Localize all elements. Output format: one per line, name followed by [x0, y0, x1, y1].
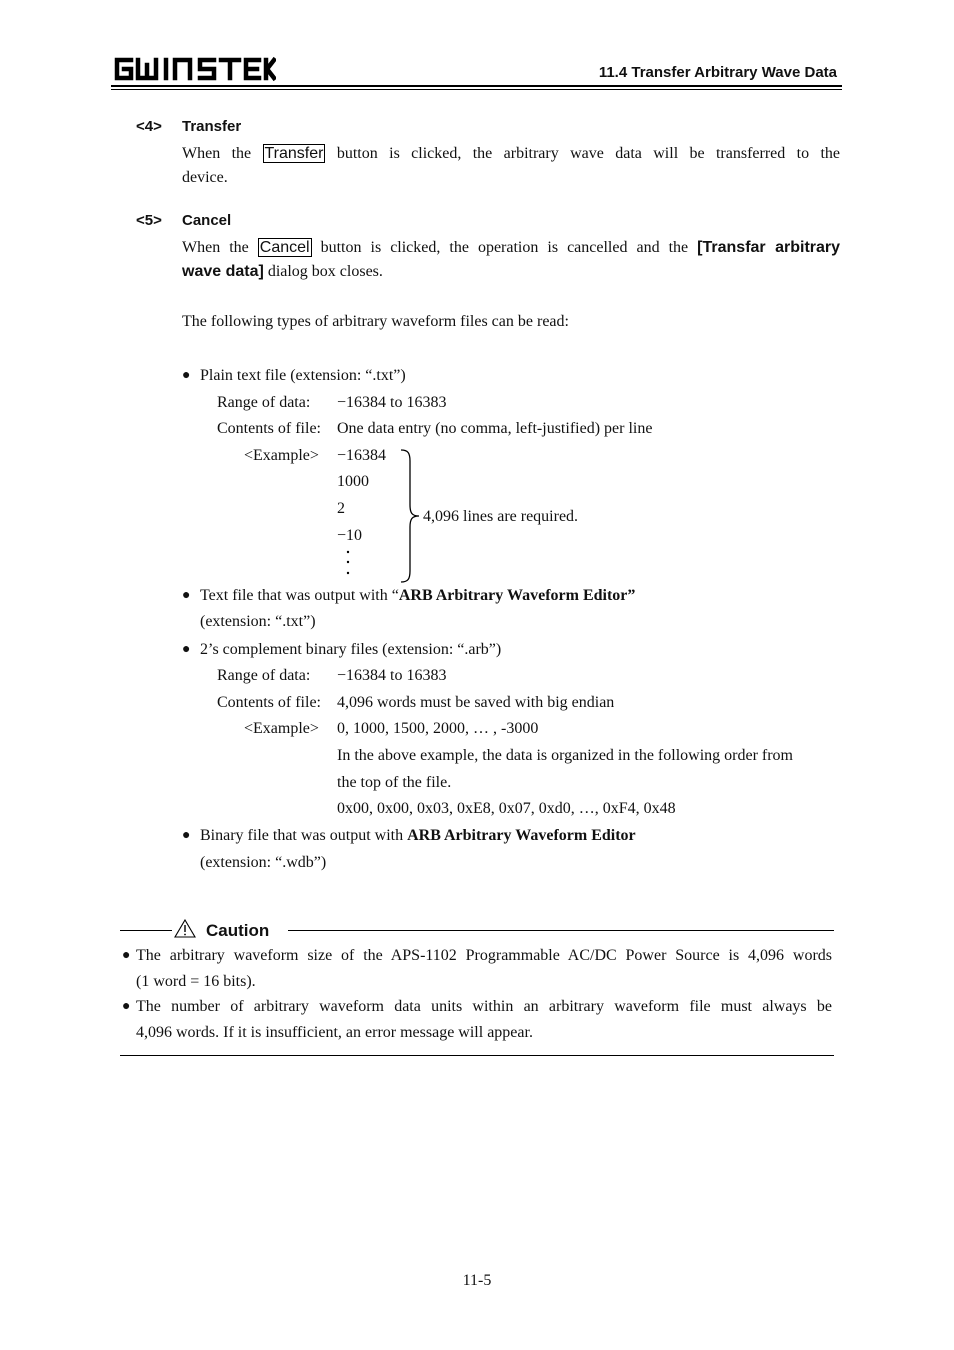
caution-rule-right [288, 930, 834, 931]
item-number: <4> [136, 118, 162, 135]
dialog-name: wave data] [182, 263, 264, 280]
page-number: 11-5 [462, 1272, 492, 1289]
bullet-icon: ● [122, 999, 131, 1014]
text: When the [182, 239, 249, 256]
byte-sequence: 0x00, 0x00, 0x03, 0xE8, 0x07, 0xd0, …, 0xF4, 0x48 [337, 800, 676, 817]
contents-label: Contents of file: [217, 694, 321, 711]
cancel-description-line1 [182, 236, 840, 260]
example-value: 0, 1000, 1500, 2000, … , -3000 [337, 720, 539, 737]
example-label: <Example> [244, 720, 319, 737]
editor-name: ARB Arbitrary Waveform Editor” [398, 587, 636, 604]
contents-value: 4,096 words must be saved with big endian [337, 694, 615, 711]
contents-label: Contents of file: [217, 420, 321, 437]
explanation-line: the top of the file. [337, 774, 452, 791]
file-extension: (extension: “.wdb”) [200, 854, 327, 871]
text: button is clicked, the operation is cancelled and the [320, 239, 689, 256]
cancel-description-line2 [182, 260, 383, 284]
range-label: Range of data: [217, 667, 311, 684]
range-value: −16384 to 16383 [337, 667, 447, 684]
caution-text-line: The number of arbitrary waveform data units within an arbitrary waveform file must always be [136, 998, 832, 1015]
example-value: 2 [337, 500, 345, 517]
section-title: 11.4 Transfer Arbitrary Wave Data [598, 64, 837, 81]
warning-icon [174, 919, 196, 938]
caution-rule-left [120, 930, 172, 931]
item-title: Transfer [182, 118, 242, 135]
caution-text-line: The arbitrary waveform size of the APS-1102 Programmable AC/DC Power Source is 4,096 words [136, 947, 832, 964]
file-type-title [200, 584, 635, 608]
editor-name: ARB Arbitrary Waveform Editor [407, 827, 636, 844]
item-title: Cancel [182, 212, 232, 229]
example-label: <Example> [244, 447, 319, 464]
brace-note: 4,096 lines are required. [423, 508, 579, 525]
cancel-button-label: Cancel [259, 239, 310, 256]
transfer-description-line2: device. [182, 169, 228, 186]
brace-icon [399, 449, 423, 583]
text: When the [182, 145, 252, 162]
caution-text-line: (1 word = 16 bits). [136, 973, 256, 990]
intro-text: The following types of arbitrary waveform files can be read: [182, 313, 569, 330]
text: dialog box closes. [267, 263, 383, 280]
bullet-icon: ● [182, 828, 191, 843]
example-value: −10 [337, 527, 363, 544]
contents-value: One data entry (no comma, left-justified) per line [337, 420, 653, 437]
file-type-title: 2’s complement binary files (extension: “.arb”) [200, 641, 502, 658]
example-value: 1000 [337, 473, 369, 490]
dialog-name: [Transfar arbitrary [697, 239, 841, 256]
file-extension: (extension: “.txt”) [200, 613, 316, 630]
caution-title: Caution [206, 921, 270, 940]
transfer-button-label: Transfer [264, 145, 324, 162]
bullet-icon: ● [122, 948, 131, 963]
header-rule [111, 85, 842, 87]
bullet-icon: ● [182, 368, 191, 383]
explanation-line: In the above example, the data is organized in the following order from [337, 747, 793, 764]
gw-instek-logo [111, 53, 276, 85]
range-value: −16384 to 16383 [337, 394, 447, 411]
file-type-title: Plain text file (extension: “.txt”) [200, 367, 406, 384]
item-number: <5> [136, 212, 162, 229]
example-value: −16384 [337, 447, 387, 464]
range-label: Range of data: [217, 394, 311, 411]
bullet-icon: ● [182, 642, 191, 657]
header-rule-thin [111, 89, 842, 90]
text: Text file that was output with “ [200, 587, 399, 604]
vertical-ellipsis-icon [344, 548, 352, 578]
caution-text-line: 4,096 words. If it is insufficient, an error message will appear. [136, 1024, 533, 1041]
text: button is clicked, the arbitrary wave data will be transferred to the [336, 145, 841, 162]
text: Binary file that was output with [200, 827, 404, 844]
bullet-icon: ● [182, 588, 191, 603]
caution-rule-bottom [120, 1055, 834, 1056]
transfer-description-line1 [182, 142, 840, 166]
file-type-title [200, 824, 636, 848]
brand-logo [111, 53, 276, 85]
